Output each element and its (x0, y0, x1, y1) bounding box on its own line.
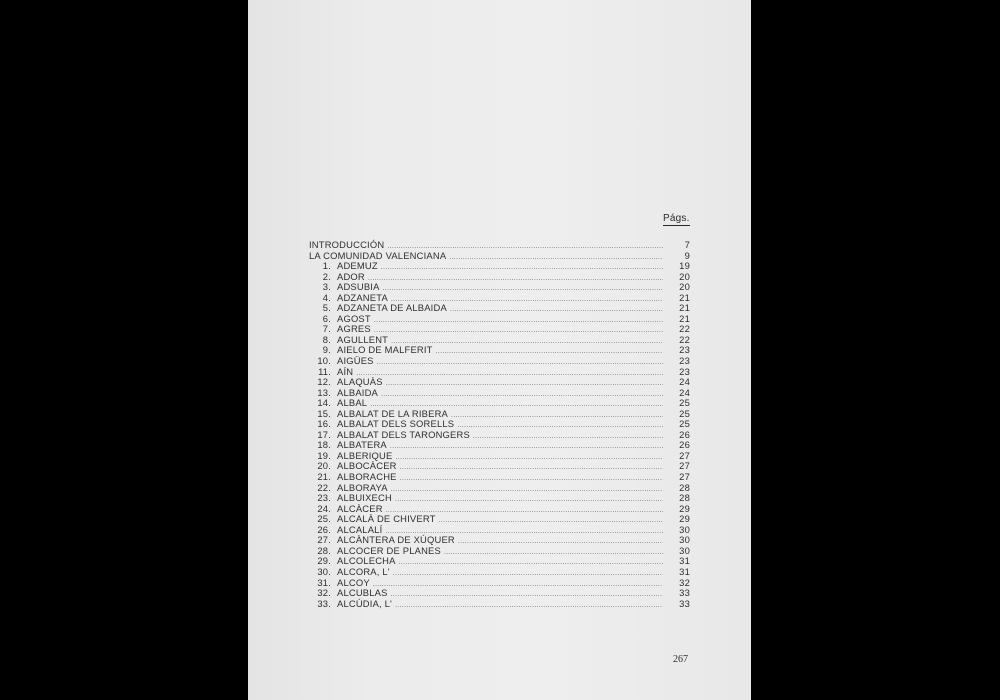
toc-entry-number: 1. (322, 260, 331, 272)
toc-entry-page: 25 (679, 397, 690, 409)
toc-entry-number: 14. (317, 397, 331, 409)
dot-leader (395, 601, 663, 612)
toc-entry-title: ALCÀCER (337, 502, 383, 514)
toc-entry-number: 9. (322, 344, 331, 356)
toc-entry-number: 8. (322, 333, 331, 345)
toc-entry-title: ALBALAT DELS SORELLS (337, 418, 455, 430)
toc-entry-page: 22 (679, 333, 690, 345)
toc-entry-title: ALCUBLAS (337, 587, 388, 599)
toc-entry-number: 30. (317, 565, 331, 577)
toc-entry-title: ADSUBIA (337, 281, 380, 293)
toc-entry-page: 23 (679, 365, 690, 377)
toc-entry-number: 19. (317, 449, 331, 461)
toc-entry-number: 22. (317, 481, 331, 493)
toc-entry-page: 20 (679, 281, 690, 293)
toc-entry-number: 32. (317, 587, 331, 599)
toc-entry-title: ALBOCÀCER (337, 460, 397, 472)
toc-entry-number: 25. (317, 513, 331, 525)
toc-entry-page: 7 (684, 239, 690, 250)
toc-entry-title: ALCOY (337, 576, 370, 588)
toc-entry-title: INTRODUCCIÓN (309, 239, 385, 250)
toc-entry-title: ALCÚDIA, L' (337, 597, 393, 609)
toc-entry-number: 16. (317, 418, 331, 430)
toc-entry-number: 26. (317, 523, 331, 535)
toc-entry-page: 9 (684, 249, 690, 261)
toc-entry-title: ALBAL (337, 397, 368, 409)
toc-entry-page: 32 (679, 576, 690, 588)
toc-entry-number: 24. (317, 502, 331, 514)
toc-entry-number: 23. (317, 492, 331, 504)
toc-entry-page: 20 (679, 270, 690, 282)
toc-entry-page: 28 (679, 492, 690, 504)
toc-entry-title: AIELO DE MALFERIT (337, 344, 433, 356)
toc-entry-page: 33 (679, 587, 690, 599)
toc-entry-page: 23 (679, 355, 690, 367)
toc-entry-page: 31 (679, 555, 690, 567)
toc-entry-page: 30 (679, 523, 690, 535)
toc-entry-title: ALBORACHE (337, 471, 397, 483)
toc-entry-number: 31. (317, 576, 331, 588)
toc-entry-title: LA COMUNIDAD VALENCIANA (309, 249, 447, 261)
toc-entry-title: AGRES (337, 323, 371, 335)
table-of-contents (309, 240, 690, 609)
toc-entry-title: ALBALAT DE LA RIBERA (337, 407, 448, 419)
toc-entry-number: 15. (317, 407, 331, 419)
toc-entry-page: 28 (679, 481, 690, 493)
toc-entry-title: ADEMUZ (337, 260, 378, 272)
toc-entry (309, 567, 690, 578)
toc-entry (309, 240, 690, 251)
toc-entry-page: 26 (679, 428, 690, 440)
toc-entry-number: 13. (317, 386, 331, 398)
toc-entry (309, 599, 690, 610)
toc-entry-page: 24 (679, 386, 690, 398)
toc-entry-page: 26 (679, 439, 690, 451)
toc-entry-page: 21 (679, 302, 690, 314)
toc-entry (309, 356, 690, 367)
toc-entry-number: 29. (317, 555, 331, 567)
toc-entry-title: AGOST (337, 312, 371, 324)
toc-entry-title: ALBAIDA (337, 386, 379, 398)
toc-entry-page: 31 (679, 565, 690, 577)
toc-entry-page: 24 (679, 376, 690, 388)
toc-entry-title: ADZANETA (337, 291, 388, 303)
toc-entry-title: ALBERIQUE (337, 449, 393, 461)
toc-entry-title: ALBALAT DELS TARONGERS (337, 428, 470, 440)
toc-entry-title: ALCÀNTERA DE XÚQUER (337, 534, 455, 546)
toc-entry-number: 3. (322, 281, 331, 293)
toc-entry-title: ADOR (337, 270, 365, 282)
toc-entry-page: 30 (679, 534, 690, 546)
toc-entry-title: ALCOCER DE PLANES (337, 544, 441, 556)
toc-entry-number: 20. (317, 460, 331, 472)
toc-entry-number: 27. (317, 534, 331, 546)
toc-entry-number: 10. (317, 355, 331, 367)
toc-entry-page: 22 (679, 323, 690, 335)
toc-entry-title: ALBATERA (337, 439, 387, 451)
toc-entry-number: 5. (322, 302, 331, 314)
toc-entry-page: 30 (679, 544, 690, 556)
toc-entry-title: ALCORA, L' (337, 565, 390, 577)
toc-entry-number: 33. (317, 597, 331, 609)
toc-entry-page: 23 (679, 344, 690, 356)
toc-entry-number: 21. (317, 471, 331, 483)
toc-entry-title: ALAQUÀS (337, 376, 383, 388)
toc-entry-number: 4. (322, 291, 331, 303)
toc-entry (309, 472, 690, 483)
toc-entry-title: ALCOLECHA (337, 555, 396, 567)
toc-entry-page: 25 (679, 407, 690, 419)
toc-entry-page: 25 (679, 418, 690, 430)
toc-entry-title: AGULLENT (337, 333, 389, 345)
pages-column-header: Págs. (663, 213, 690, 224)
toc-entry-page: 19 (679, 260, 690, 272)
toc-entry-number: 7. (322, 323, 331, 335)
toc-entry-page: 29 (679, 502, 690, 514)
toc-entry-number: 6. (322, 312, 331, 324)
toc-entry-page: 27 (679, 460, 690, 472)
toc-entry-number: 28. (317, 544, 331, 556)
page-number: 267 (673, 654, 688, 665)
toc-entry (309, 261, 690, 272)
toc-entry-title: ALBORAYA (337, 481, 388, 493)
toc-entry-title: ALBUIXECH (337, 492, 392, 504)
toc-entry-number: 2. (322, 270, 331, 282)
toc-entry-page: 21 (679, 291, 690, 303)
toc-entry-title: AÍN (337, 365, 354, 377)
toc-entry-number: 18. (317, 439, 331, 451)
toc-entry-page: 27 (679, 471, 690, 483)
toc-entry-page: 33 (679, 597, 690, 609)
toc-entry-page: 29 (679, 513, 690, 525)
toc-entry-number: 11. (318, 365, 331, 377)
toc-entry-page: 21 (679, 312, 690, 324)
toc-entry-number: 17. (317, 428, 331, 440)
toc-entry-number: 12. (317, 376, 331, 388)
toc-entry (309, 588, 690, 599)
toc-entry-title: ALCALALÍ (337, 523, 383, 535)
toc-entry-title: AIGÜES (337, 355, 374, 367)
toc-entry-page: 27 (679, 449, 690, 461)
toc-entry-title: ADZANETA DE ALBAIDA (337, 302, 447, 314)
toc-entry-title: ALCALÀ DE CHIVERT (337, 513, 436, 525)
